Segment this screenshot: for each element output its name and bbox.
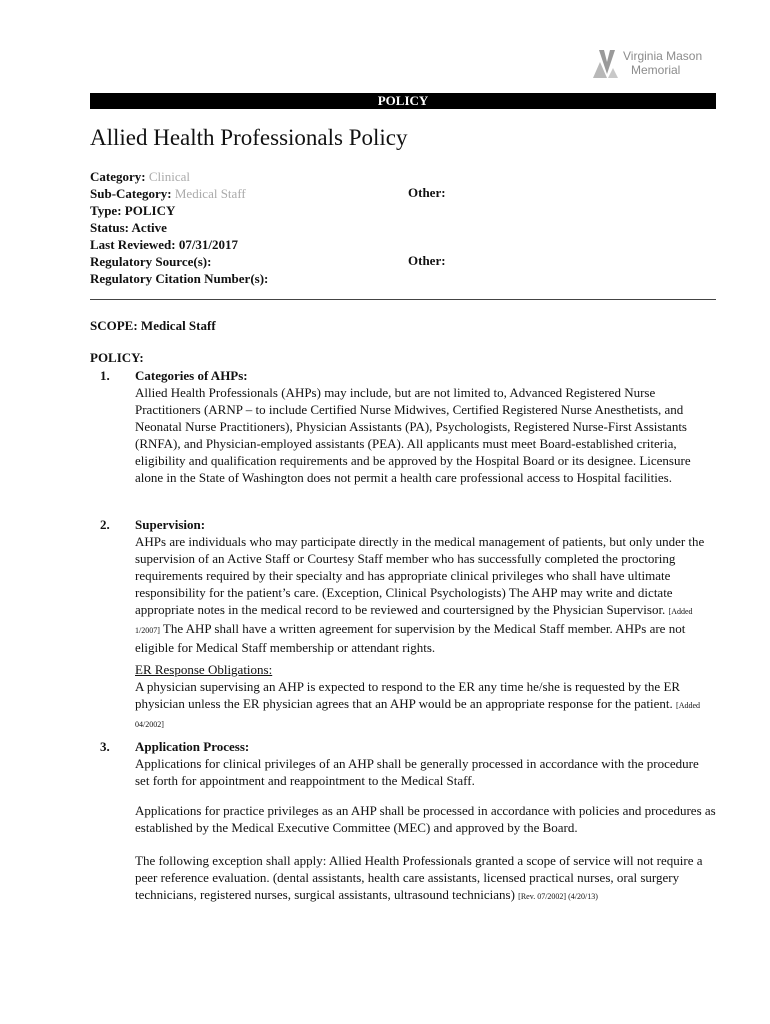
supervision-text-part-1: AHPs are individuals who may participate directly in the medical management of patients, but only under the supervision of an Active Staff or Courtesy Staff member who has successfully completed the proctoring requirements required by their specialty and has appropriate clinical privileges who shall have ultimate responsibility for the patient’s care. (Exception, Clinical Psychologists) The AHP may write and dictate appropriate notes in the medical record to be reviewed and courtersigned by the Physician Supervisor. [135,534,705,617]
section-3-paragraph-3 [135,852,716,905]
document-title: Allied Health Professionals Policy [90,125,408,150]
section-heading: Categories of AHPs: [135,368,248,383]
subcategory-label: Sub-Category: [90,186,172,201]
other-label-2: Other: [408,253,446,268]
added-note: [Added 1/2007] [135,607,693,635]
category-value: Clinical [148,169,191,184]
section-number: 1. [100,368,110,383]
er-response-paragraph [135,678,716,733]
category-row [90,168,268,185]
section-3-paragraph-2: Applications for practice privileges as an AHP shall be processed in accordance with policies and procedures as established by the Medical Executive Committee (MEC) and approved by the Board. [135,803,716,835]
type-row: Type: POLICY [90,203,176,218]
virginia-mason-logo-icon [591,44,623,80]
last-reviewed-row: Last Reviewed: 07/31/2017 [90,237,239,252]
policy-heading: POLICY: [90,350,144,365]
logo-line-2: Memorial [631,63,681,77]
revision-note: [Rev. 07/2002] (4/20/13) [518,892,598,901]
section-2-paragraph [135,533,716,656]
logo-line-1: Virginia Mason [623,49,703,63]
er-response-heading: ER Response Obligations: [135,662,273,677]
supervision-text-part-2: The AHP shall have a written agreement for supervision by the Medical Staff member. AHPs are not eligible for Medical Staff membership or attendant rights. [135,621,686,655]
status-row: Status: Active [90,220,167,235]
section-number: 3. [100,739,110,754]
section-1-paragraph: Allied Health Professionals (AHPs) may include, but are not limited to, Advanced Registered Nurse Practitioners (ARNP – to include Certified Nurse Midwives, Certified Registered Nurse Anesthetists, and Neonatal Nurse Practitioners), Physician Assistants (PA), Psychologists, Registered Nurse-First Assistants (RNFA), and Physician-employed assistants (PEA). All applicants must meet Board-established criteria, eligibility and qualification requirements and be approved by the Hospital Board or its designee. Licensure alone in the State of Washington does not permit a health care professional access to Hospital facilities. [135,385,691,485]
regulatory-citation-row: Regulatory Citation Number(s): [90,271,269,286]
subcategory-row [90,185,268,202]
section-number: 2. [100,517,110,532]
other-label-1: Other: [408,185,446,200]
organization-logo [591,44,721,80]
subcategory-value: Medical Staff [174,186,246,201]
exception-text: The following exception shall apply: Allied Health Professionals granted a scope of service will not require a peer reference evaluation. (dental assistants, health care assistants, licensed practical nurses, oral surgery technicians, registered nurses, surgical assistants, ultrasound technicians) [135,853,703,902]
er-response-text: A physician supervising an AHP is expected to respond to the ER any time he/she is requested by the ER physician unless the ER physician agrees that an AHP would be an appropriate response for the patient. [135,679,681,711]
regulatory-sources-row: Regulatory Source(s): [90,254,212,269]
category-label: Category: [90,169,146,184]
section-heading: Application Process: [135,739,250,754]
policy-header-bar: POLICY [90,93,716,109]
added-note: [Added 04/2002] [135,701,701,729]
scope-line: SCOPE: Medical Staff [90,318,216,333]
section-divider [90,299,716,300]
section-3-paragraph-1: Applications for clinical privileges of an AHP shall be generally processed in accordance with the procedure set forth for appointment and reappointment to the Medical Staff. [135,756,699,788]
metadata-block [90,168,268,287]
section-heading: Supervision: [135,517,206,532]
